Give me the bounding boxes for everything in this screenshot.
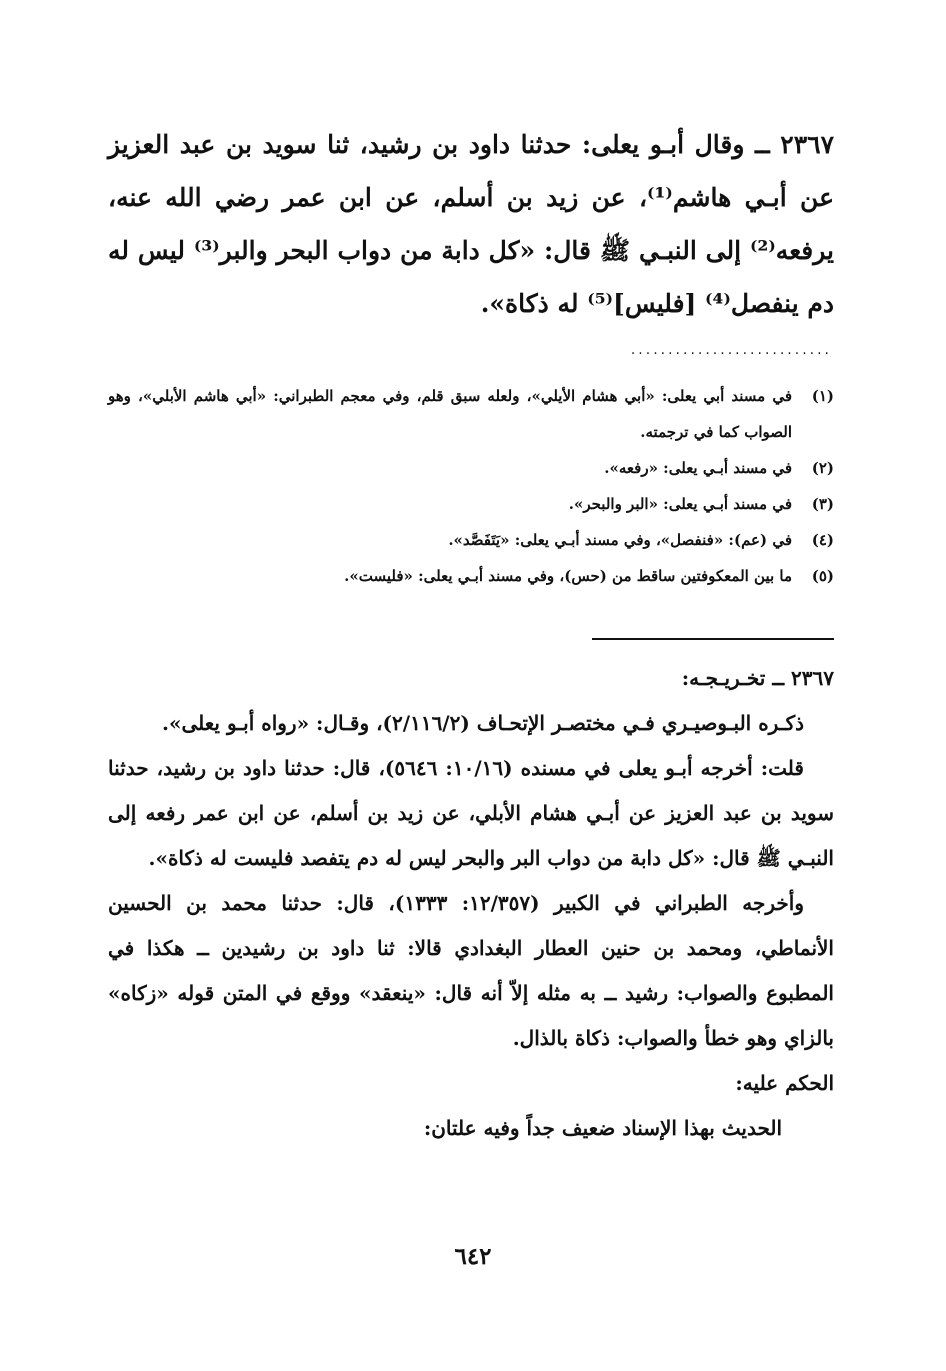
hadith-main-text: [108, 118, 834, 330]
ruling-heading: الحكم عليه:: [735, 1071, 834, 1095]
section-divider: [592, 638, 834, 640]
footnote-separator: ...........................: [630, 342, 832, 358]
page-number: ٦٤٢: [454, 1243, 492, 1270]
hadith-number: ٢٣٦٧: [780, 130, 834, 159]
footnote-text: في مسند أبـي يعلى: «رفعه».: [604, 459, 792, 477]
takhrij-paragraph-1: ذكـره البـوصيـري فـي مختصـر الإتحـاف (٢/١١٦/٢)، وقـال: «رواه أبـو يعلى».: [162, 711, 804, 735]
takhrij-paragraph-3: وأخرجه الطبراني في الكبير (١٢/٣٥٧: ١٣٣٣)، قال: حدثنا محمد بن الحسين الأنماطي، ومحمد بن حنين العطار البغدادي قالا: ثنا داود بن رشيدين ــ هكذا في المطبوع والصواب: رشيد ــ به مثله إلاّ أنه قال: «ينعقد» ووقع في المتن قوله «زكاه» بالزاي وهو خطأ والصواب: ذكاة بالذال.: [108, 891, 834, 1050]
footnote-3: [108, 486, 834, 522]
footnote-number: (٣): [811, 495, 834, 513]
hadith-paragraph: [108, 118, 834, 330]
takhrij-heading: ٢٣٦٧ ــ تخـريـجـه:: [681, 666, 834, 690]
footnote-text: في مسند أبي يعلى: «أبي هشام الأيلي»، ولعله سبق قلم، وفي معجم الطبراني: «أبي هاشم الأبلي»، وهو الصواب كما في ترجمته.: [108, 387, 792, 441]
footnote-4: [108, 522, 834, 558]
takhrij-paragraph-2: قلت: أخرجه أبـو يعلى في مسنده (١٠/١٦: ٥٦٤٦)، قال: حدثنا داود بن رشيد، حدثنا سويد بن عبد العزيز عن أبـي هشام الأبلي، عن زيد بن أسلم، عن ابن عمر رفعه إلى النبـي ﷺ قال: «كل دابة من دواب البر والبحر ليس له دم يتفصد فليست له ذكاة».: [108, 756, 834, 870]
footnote-text: في (عم): «فنفصل»، وفي مسند أبـي يعلى: «يَتَفَصَّد».: [448, 531, 792, 549]
footnote-text: ما بين المعكوفتين ساقط من (حس)، وفي مسند أبـي يعلى: «فليست».: [344, 567, 792, 585]
footnote-1: [108, 378, 834, 450]
footnote-text: في مسند أبـي يعلى: «البر والبحر».: [568, 495, 792, 513]
hadith-text: ــ وقال أبـو يعلى: حدثنا داود بن رشيد، ثنا سويد بن عبد العزيز عن أبـي هاشم⁽¹⁾، عن زيد بن أسلم، عن ابن عمر رضي الله عنه، يرفعه⁽²⁾ إلى النبـي ﷺ قال: «كل دابة من دواب البحر والبر⁽³⁾ ليس له دم ينفصل⁽⁴⁾ [فليس]⁽⁵⁾ له ذكاة».: [108, 130, 834, 318]
footnote-2: [108, 450, 834, 486]
footnote-5: [108, 558, 834, 594]
footnote-number: (٢): [811, 459, 834, 477]
footnote-number: (٥): [811, 567, 834, 585]
takhrij-section: [108, 656, 834, 1151]
footnote-number: (١): [811, 387, 834, 405]
footnotes: [108, 378, 834, 594]
footnote-number: (٤): [811, 531, 834, 549]
ruling-text: الحديث بهذا الإسناد ضعيف جداً وفيه علتان:: [423, 1116, 782, 1140]
